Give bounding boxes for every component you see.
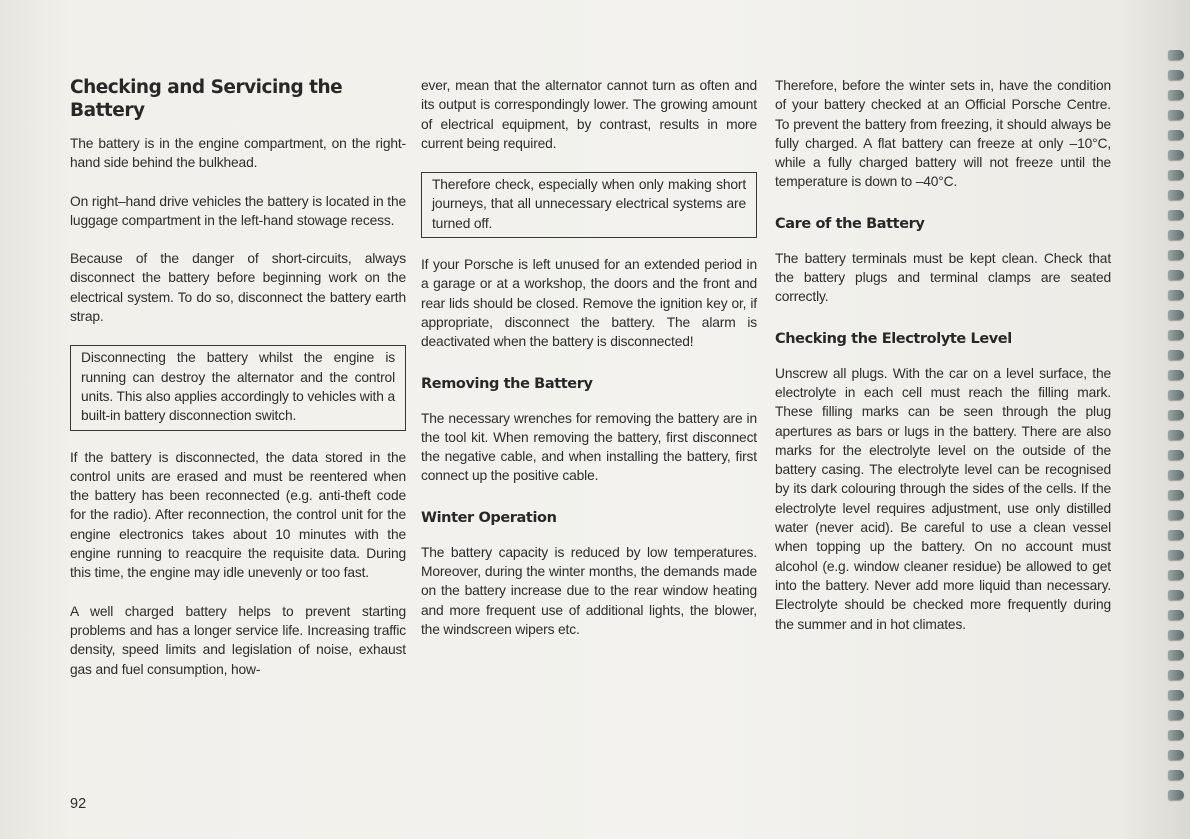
note-box-short-journeys: Therefore check, especially when only making short journeys, that all unnecessary electrical systems are turned off.: [421, 172, 757, 238]
binding-ring: [1168, 610, 1184, 620]
binding-ring: [1168, 270, 1184, 280]
binding-ring: [1168, 690, 1184, 700]
binding-ring: [1168, 570, 1184, 580]
binding-ring: [1168, 450, 1184, 460]
paragraph-battery-location: The battery is in the engine compartment, on the right-hand side behind the bulkhead.: [70, 136, 406, 171]
binding-ring: [1168, 730, 1184, 740]
column-middle: [421, 76, 757, 658]
binding-ring: [1168, 250, 1184, 260]
binding-ring: [1168, 410, 1184, 420]
binding-ring: [1168, 230, 1184, 240]
binding-ring: [1168, 210, 1184, 220]
paragraph-alternator-output: ever, mean that the alternator cannot turn as often and its output is correspondingly lower. The growing amount of electrical equipment, by contrast, results in more current being required.: [421, 78, 757, 151]
section-heading-removing: Removing the Battery: [421, 375, 593, 392]
paragraph-short-circuit-warning: Because of the danger of short-circuits, always disconnect the battery before beginning work on the electrical system. To do so, disconnect the battery earth strap.: [70, 251, 406, 325]
paragraph-control-units-data: If the battery is disconnected, the data stored in the control units are erased and must be reentered when the battery has been reconnected (e.g. anti-theft code for the radio). After reconnection, the control unit for the engine electronics takes about 10 minutes with the engine running to reacquire the requisite data. During this time, the engine may idle unevenly or too fast.: [70, 449, 406, 581]
binding-ring: [1168, 590, 1184, 600]
binding-ring: [1168, 90, 1184, 100]
binding-ring: [1168, 110, 1184, 120]
binding-ring: [1168, 170, 1184, 180]
binding-ring: [1168, 430, 1184, 440]
binding-ring: [1168, 790, 1184, 800]
binding-ring: [1168, 330, 1184, 340]
section-heading-electrolyte: Checking the Electrolyte Level: [775, 330, 1012, 347]
binding-ring: [1168, 530, 1184, 540]
binding-ring: [1168, 310, 1184, 320]
paragraph-charged-battery: A well charged battery helps to prevent starting problems and has a longer service life. Increasing traffic density, speed limits and legislation of noise, exhaust gas and fuel consumption, how-: [70, 603, 406, 677]
binding-ring: [1168, 550, 1184, 560]
paragraph-terminals-clean: The battery terminals must be kept clean. Check that the battery plugs and terminal clamps are seated correctly.: [775, 250, 1111, 305]
binding-ring: [1168, 710, 1184, 720]
binding-ring: [1168, 470, 1184, 480]
paragraph-winter-check: Therefore, before the winter sets in, have the condition of your battery checked at an Official Porsche Centre. To prevent the battery from freezing, it should always be fully charged. A flat battery can freeze at only –10°C, while a fully charged battery will not freeze until the temperature is down to –40°C.: [775, 78, 1111, 190]
binding-ring: [1168, 650, 1184, 660]
binding-ring: [1168, 130, 1184, 140]
paragraph-removing-battery: The necessary wrenches for removing the battery are in the tool kit. When removing the battery, first disconnect the negative cable, and when installing the battery, first connect up the positive cable.: [421, 410, 757, 484]
binding-ring: [1168, 770, 1184, 780]
binding-ring: [1168, 630, 1184, 640]
binding-ring: [1168, 510, 1184, 520]
binding-ring: [1168, 190, 1184, 200]
binding-ring: [1168, 50, 1184, 60]
binding-ring: [1168, 370, 1184, 380]
paragraph-winter-capacity: The battery capacity is reduced by low temperatures. Moreover, during the winter months, the demands made on the battery increase due to the rear window heating and more frequent use of additional lights, the blower, the windscreen wipers etc.: [421, 544, 757, 637]
binding-ring: [1168, 670, 1184, 680]
binding-ring: [1168, 350, 1184, 360]
page-number: 92: [70, 796, 87, 812]
column-left: [70, 76, 406, 698]
section-heading-winter: Winter Operation: [421, 509, 557, 526]
paragraph-electrolyte-level: Unscrew all plugs. With the car on a level surface, the electrolyte in each cell must reach the filling mark. These filling marks can be seen through the plug apertures as bars or lugs in the battery. There are also marks for the electrolyte level on the outside of the battery casing. The electrolyte level can be recognised by its dark colouring through the sides of the cells. If the electrolyte level requires adjustment, use only distilled water (never acid). Be careful to use a clean vessel when topping up the battery. On no account must alcohol (e.g. window cleaner residue) be allowed to get into the battery. Never add more liquid than necessary. Electrolyte should be checked more frequently during the summer and in hot climates.: [775, 365, 1111, 632]
binding-ring: [1168, 150, 1184, 160]
note-box-disconnecting: Disconnecting the battery whilst the engine is running can destroy the alternator and the control units. This also applies accordingly to vehicles with a built-in battery disconnection switch.: [70, 345, 406, 430]
paragraph-rhd-location: On right–hand drive vehicles the battery is located in the luggage compartment in the left-hand stowage recess.: [70, 193, 406, 228]
binding-ring: [1168, 390, 1184, 400]
paragraph-extended-period: If your Porsche is left unused for an extended period in a garage or at a workshop, the doors and the front and rear lids should be closed. Remove the ignition key or, if appropriate, disconnect the battery. The alarm is deactivated when the battery is disconnected!: [421, 257, 757, 350]
section-heading-care: Care of the Battery: [775, 215, 925, 232]
section-heading-checking-servicing: Checking and Servicing the Battery: [70, 77, 343, 121]
binding-ring: [1168, 290, 1184, 300]
binding-ring: [1168, 70, 1184, 80]
binding-ring: [1168, 750, 1184, 760]
spiral-binding: [1156, 50, 1190, 839]
binding-ring: [1168, 490, 1184, 500]
column-right: [775, 76, 1111, 653]
